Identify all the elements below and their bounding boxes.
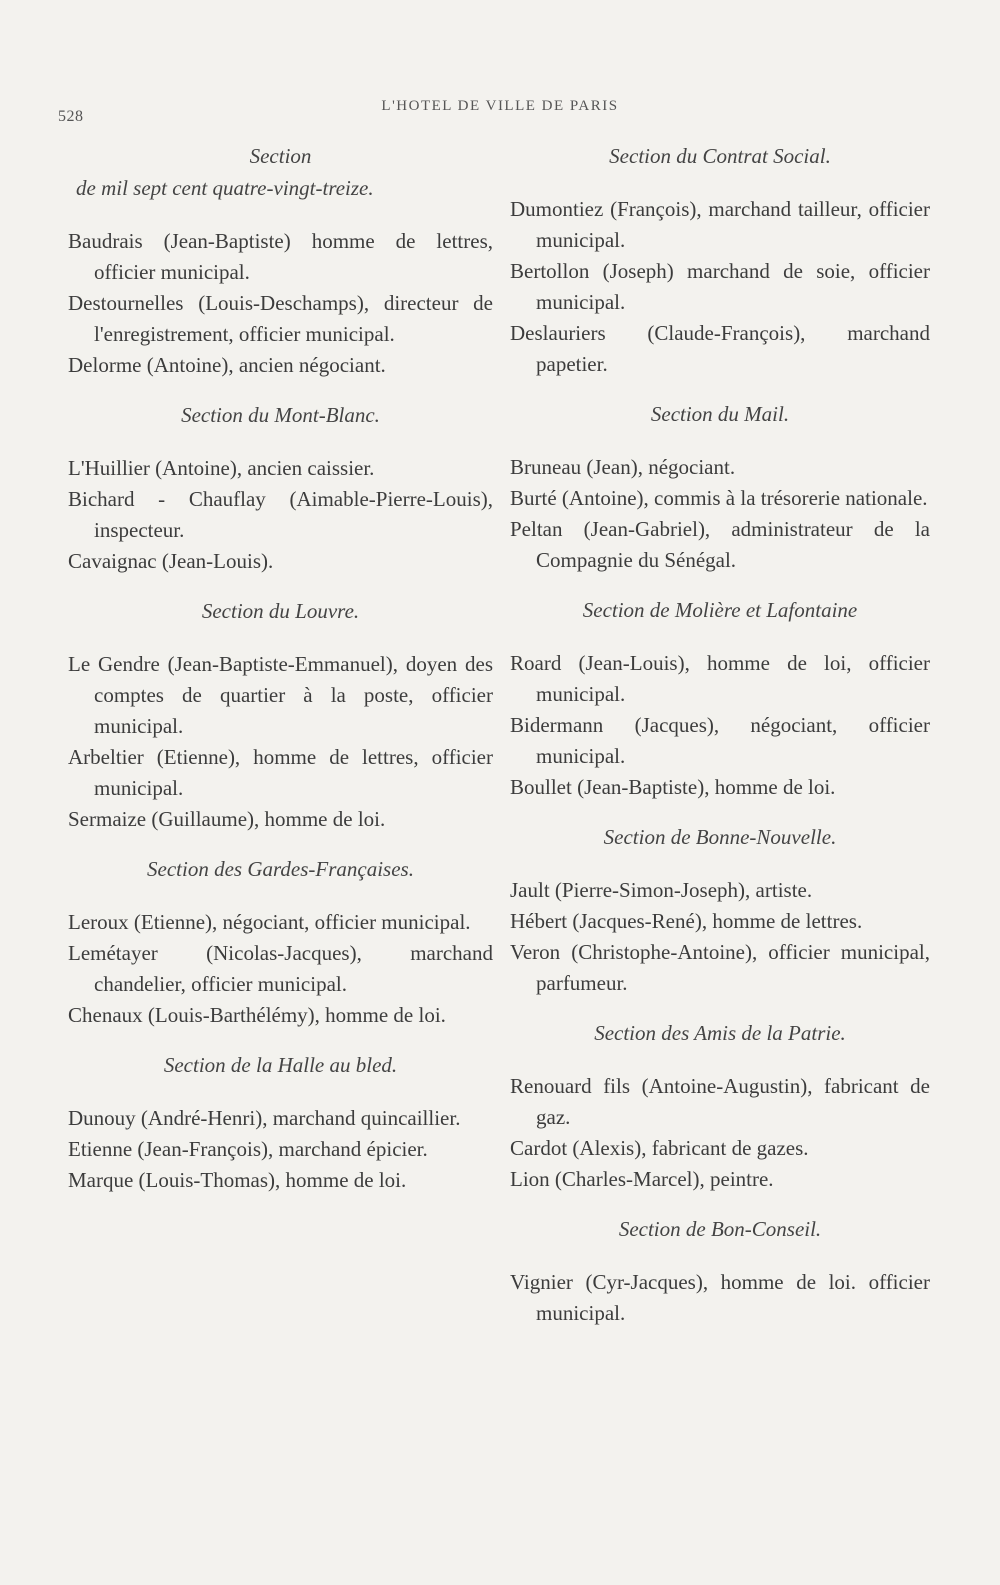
section-block	[68, 853, 493, 1031]
section-heading	[510, 1213, 930, 1245]
entry-text: Dumontiez (François), marchand tailleur, officier municipal.	[510, 197, 930, 252]
section-block	[510, 140, 930, 380]
entry-text: Destournelles (Louis-Deschamps), directeur de l'enregistrement, officier municipal.	[68, 291, 493, 346]
entry-text: Cardot (Alexis), fabricant de gazes.	[510, 1136, 809, 1160]
section-block	[510, 1017, 930, 1195]
entry-text: Lion (Charles-Marcel), peintre.	[510, 1167, 774, 1191]
entry-text: Renouard fils (Antoine-Augustin), fabricant de gaz.	[510, 1074, 930, 1129]
section-heading-line: Section de la Halle au bled.	[163, 1053, 398, 1077]
section-heading-line: Section du Mont-Blanc.	[181, 403, 380, 427]
entry-text: Veron (Christophe-Antoine), officier municipal, parfumeur.	[510, 940, 930, 995]
left-column	[68, 140, 493, 1214]
section-block	[68, 595, 493, 835]
section-block	[510, 821, 930, 999]
section-block	[510, 1213, 930, 1329]
section-block	[510, 398, 930, 576]
section-heading	[68, 140, 493, 204]
entry-text: Leroux (Etienne), négociant, officier municipal.	[68, 910, 471, 934]
entry-text: Bichard - Chauflay (Aimable-Pierre-Louis), inspecteur.	[68, 487, 493, 542]
section-heading	[68, 853, 493, 885]
section-heading-line: Section du Contrat Social.	[609, 144, 831, 168]
entry-text: Roard (Jean-Louis), homme de loi, officier municipal.	[510, 651, 930, 706]
entry-text: Etienne (Jean-François), marchand épicier.	[68, 1137, 428, 1161]
entry-text: Peltan (Jean-Gabriel), administrateur de la Compagnie du Sénégal.	[510, 517, 930, 572]
entry-text: L'Huillier (Antoine), ancien caissier.	[68, 456, 375, 480]
entry-text: Lemétayer (Nicolas-Jacques), marchand chandelier, officier municipal.	[68, 941, 493, 996]
section-heading	[510, 140, 930, 172]
entry-text: Vignier (Cyr-Jacques), homme de loi. officier municipal.	[510, 1270, 930, 1325]
entry-text: Boullet (Jean-Baptiste), homme de loi.	[510, 775, 836, 799]
entry-text: Arbeltier (Etienne), homme de lettres, officier municipal.	[68, 745, 493, 800]
section-heading-line: Section de Molière et Lafontaine	[582, 598, 858, 622]
entry-text: Hébert (Jacques-René), homme de lettres.	[510, 909, 863, 933]
section-heading	[510, 1017, 930, 1049]
entry-text: Jault (Pierre-Simon-Joseph), artiste.	[510, 878, 813, 902]
section-heading-line: Section	[249, 144, 312, 168]
section-heading	[68, 399, 493, 431]
section-heading-line: Section des Gardes-Françaises.	[147, 857, 414, 881]
entry-text: Cavaignac (Jean-Louis).	[68, 549, 274, 573]
page-number: 528	[58, 108, 84, 125]
section-heading	[510, 398, 930, 430]
running-head: L'HOTEL DE VILLE DE PARIS	[381, 98, 619, 114]
entry-text: Bertollon (Joseph) marchand de soie, officier municipal.	[510, 259, 930, 314]
entry-text: Bruneau (Jean), négociant.	[510, 455, 736, 479]
right-column	[510, 140, 930, 1347]
entry-text: Deslauriers (Claude-François), marchand papetier.	[510, 321, 930, 376]
section-block	[68, 1049, 493, 1196]
section-heading	[68, 1049, 493, 1081]
section-heading-line: Section du Louvre.	[201, 599, 360, 623]
section-heading	[68, 595, 493, 627]
entry-text: Chenaux (Louis-Barthélémy), homme de loi.	[68, 1003, 446, 1027]
section-block	[68, 140, 493, 381]
entry-text: Marque (Louis-Thomas), homme de loi.	[68, 1168, 407, 1192]
section-heading	[510, 594, 930, 626]
section-block	[68, 399, 493, 577]
section-heading-line: Section des Amis de la Patrie.	[594, 1021, 846, 1045]
section-heading-line: Section du Mail.	[650, 402, 790, 426]
entry-text: Burté (Antoine), commis à la trésorerie nationale.	[510, 486, 928, 510]
entry-text: Baudrais (Jean-Baptiste) homme de lettres, officier municipal.	[68, 229, 493, 284]
entry-text: Sermaize (Guillaume), homme de loi.	[68, 807, 386, 831]
entry-text: Delorme (Antoine), ancien négociant.	[68, 353, 386, 377]
entry-text: Le Gendre (Jean-Baptiste-Emmanuel), doyen des comptes de quartier à la poste, officier municipal.	[68, 652, 493, 738]
section-heading-line: Section de Bonne-Nouvelle.	[603, 825, 837, 849]
section-heading-line: de mil sept cent quatre-vingt-treize.	[76, 176, 374, 200]
section-block	[510, 594, 930, 803]
entry-text: Dunouy (André-Henri), marchand quincaillier.	[68, 1106, 461, 1130]
entry-text: Bidermann (Jacques), négociant, officier municipal.	[510, 713, 930, 768]
section-heading-line: Section de Bon-Conseil.	[618, 1217, 822, 1241]
section-heading	[510, 821, 930, 853]
